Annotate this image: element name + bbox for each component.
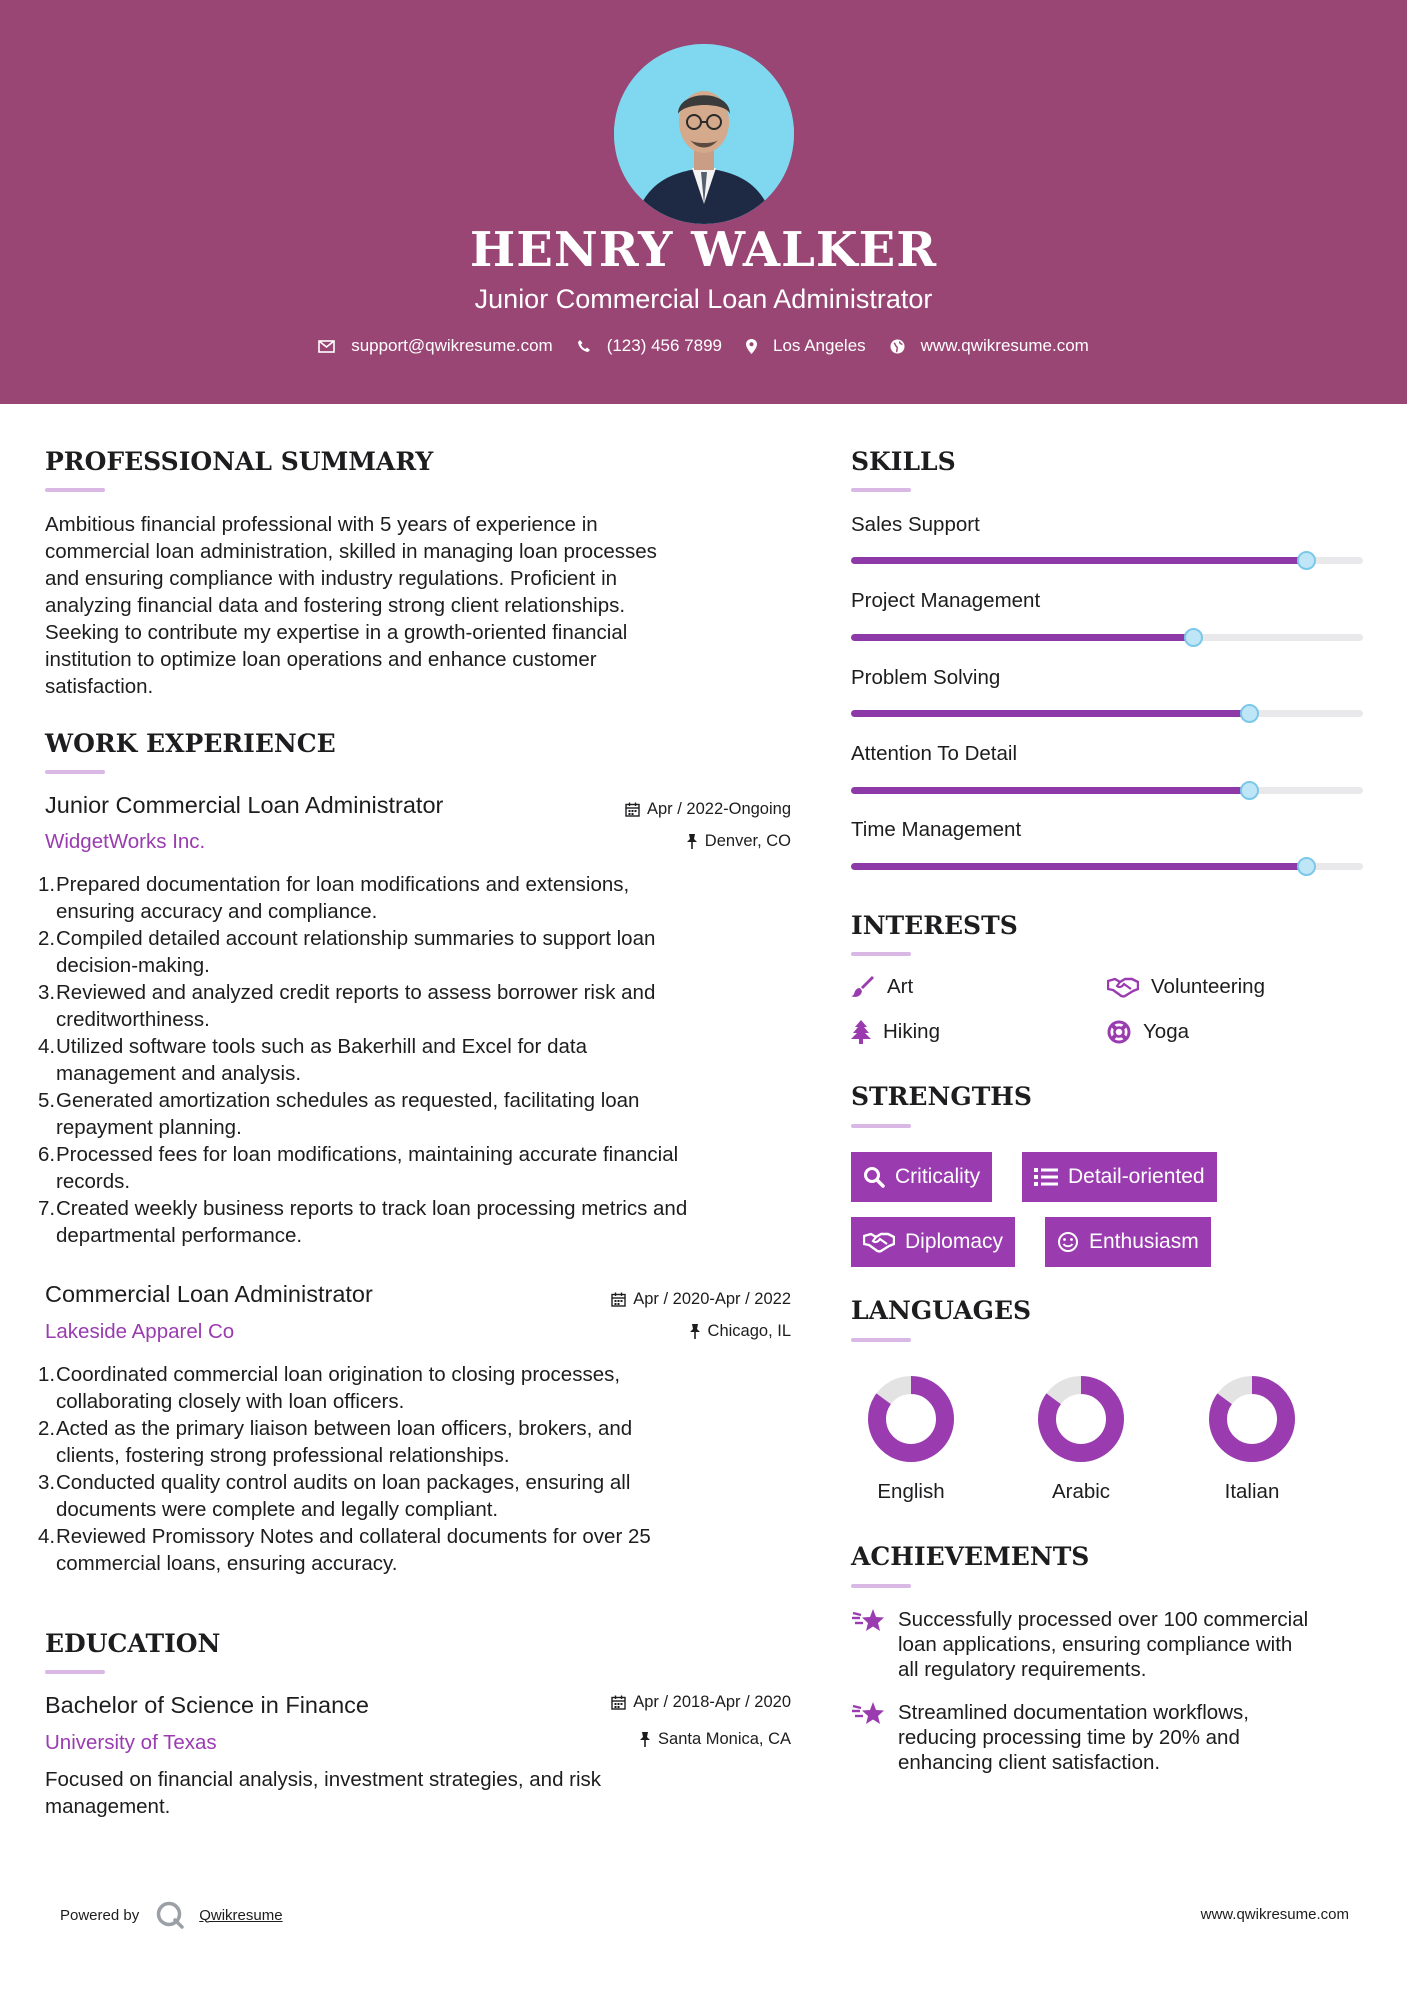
strengths-heading: STRENGTHS — [851, 1082, 1032, 1111]
footer-powered-by — [60, 1900, 283, 1930]
list-item — [38, 1033, 798, 1087]
skill-bar — [851, 710, 1363, 717]
envelope-icon — [318, 340, 335, 353]
interest-volunteering — [1107, 975, 1265, 999]
interest-art — [851, 975, 913, 999]
list-item — [38, 1415, 798, 1469]
achievement-line: all regulatory requirements. — [898, 1658, 1147, 1681]
summary-line: commercial loan administration, skilled in managing loan processes — [45, 540, 657, 563]
bullet-line: Reviewed Promissory Notes and collateral documents for over 25 — [56, 1525, 651, 1548]
dates-text: Apr / 2020-Apr / 2022 — [633, 1290, 791, 1308]
candidate-name: HENRY WALKER — [469, 222, 938, 278]
contact-phone[interactable] — [577, 336, 722, 356]
dates-text: Apr / 2018-Apr / 2020 — [633, 1693, 791, 1711]
strength-label: Diplomacy — [905, 1230, 1004, 1253]
bullet-number: 5. — [38, 1089, 56, 1112]
language-label: Italian — [1224, 1480, 1280, 1503]
interest-label: Art — [887, 975, 914, 998]
pushpin-icon — [689, 1324, 701, 1339]
bullet-number: 2. — [38, 1417, 56, 1440]
job-location — [560, 832, 791, 851]
achievement-line: Successfully processed over 100 commercial — [898, 1608, 1309, 1631]
strength-label: Detail-oriented — [1068, 1165, 1205, 1188]
strength-badge — [851, 1217, 1015, 1267]
language-label: English — [877, 1480, 945, 1503]
skill-fill — [851, 863, 1307, 870]
experience-underline — [45, 770, 105, 774]
job-bullets — [38, 1361, 798, 1577]
list-item — [38, 1141, 798, 1195]
summary-line: and ensuring compliance with industry regulations. Proficient in — [45, 567, 618, 590]
bullet-number: 1. — [38, 873, 56, 896]
contact-website[interactable] — [890, 336, 1089, 356]
skill-knob — [1240, 704, 1259, 723]
achievement-line: reducing processing time by 20% and — [898, 1726, 1240, 1749]
strength-badge — [1045, 1217, 1211, 1267]
description-line: Focused on financial analysis, investment strategies, and risk — [45, 1768, 602, 1791]
summary-text — [45, 511, 785, 700]
tree-icon — [851, 1020, 871, 1044]
list-item — [38, 1469, 798, 1523]
bullet-number: 6. — [38, 1143, 56, 1166]
job-dates — [560, 800, 791, 819]
skill-label: Attention To Detail — [851, 742, 1018, 765]
achievements-heading: ACHIEVEMENTS — [851, 1542, 1090, 1571]
bullet-number: 3. — [38, 1471, 56, 1494]
bullet-line: documents were complete and legally compliant. — [56, 1498, 499, 1521]
brand-link[interactable]: Qwikresume — [199, 1906, 283, 1924]
calendar-icon — [625, 802, 640, 817]
list-item — [38, 1195, 798, 1249]
bullet-line: clients, fostering strong professional relationships. — [56, 1444, 510, 1467]
summary-line: satisfaction. — [45, 675, 154, 698]
job-location — [560, 1322, 791, 1341]
list-icon — [1034, 1167, 1058, 1187]
interest-label: Yoga — [1143, 1020, 1189, 1043]
achievement-text — [898, 1700, 1249, 1775]
job-dates — [560, 1290, 791, 1309]
bullet-line: creditworthiness. — [56, 1008, 210, 1031]
skill-bar — [851, 557, 1363, 564]
school-name: University of Texas — [45, 1731, 217, 1754]
person-photo-icon — [614, 44, 794, 224]
globe-icon — [890, 339, 905, 354]
location-text: Los Angeles — [773, 336, 866, 355]
achievement-line: enhancing client satisfaction. — [898, 1751, 1161, 1774]
bullet-number: 7. — [38, 1197, 56, 1220]
calendar-icon — [611, 1292, 626, 1307]
paintbrush-icon — [851, 976, 875, 998]
skill-label: Time Management — [851, 818, 1022, 841]
resume-header — [0, 0, 1407, 404]
skill-knob — [1297, 551, 1316, 570]
interest-label: Hiking — [883, 1020, 940, 1043]
language-label: Arabic — [1051, 1480, 1111, 1503]
bullet-line: repayment planning. — [56, 1116, 242, 1139]
degree-title: Bachelor of Science in Finance — [45, 1692, 369, 1718]
skill-label: Problem Solving — [851, 666, 1001, 689]
education-underline — [45, 1670, 105, 1674]
phone-text: (123) 456 7899 — [606, 336, 723, 355]
summary-line: Seeking to contribute my expertise in a growth-oriented financial — [45, 621, 628, 644]
bullet-line: Created weekly business reports to track loan processing metrics and — [56, 1197, 688, 1220]
bullet-line: Acted as the primary liaison between loan officers, brokers, and — [56, 1417, 633, 1440]
bullet-number: 1. — [38, 1363, 56, 1386]
map-pin-icon — [746, 339, 757, 354]
list-item — [38, 925, 798, 979]
strength-label: Criticality — [895, 1165, 981, 1188]
skill-label: Sales Support — [851, 513, 980, 536]
achievement-item — [851, 1607, 1371, 1682]
summary-line: institution to optimize loan operations and enhance customer — [45, 648, 597, 671]
language-donut — [868, 1376, 954, 1462]
achievement-line: Streamlined documentation workflows, — [898, 1701, 1249, 1724]
language-donut — [1038, 1376, 1124, 1462]
contact-email[interactable] — [318, 336, 553, 356]
interests-underline — [851, 952, 911, 956]
strength-label: Enthusiasm — [1089, 1230, 1199, 1253]
profile-photo — [614, 44, 794, 224]
skills-underline — [851, 488, 911, 492]
lifering-icon — [1107, 1020, 1131, 1044]
languages-underline — [851, 1338, 911, 1342]
bullet-line: Coordinated commercial loan origination to closing processes, — [56, 1363, 621, 1386]
handshake-icon — [863, 1231, 895, 1253]
bullet-number: 2. — [38, 927, 56, 950]
education-description — [45, 1766, 785, 1820]
experience-heading: WORK EXPERIENCE — [45, 729, 336, 758]
contact-bar — [0, 336, 1407, 356]
bullet-line: commercial loans, ensuring accuracy. — [56, 1552, 398, 1575]
powered-by-text: Powered by — [60, 1906, 140, 1924]
list-item — [38, 979, 798, 1033]
qwikresume-logo-icon — [155, 1900, 185, 1930]
location-text: Denver, CO — [704, 832, 791, 850]
list-item — [38, 1361, 798, 1415]
contact-location — [746, 336, 866, 356]
company-name: Lakeside Apparel Co — [45, 1320, 235, 1343]
handshake-icon — [1107, 976, 1139, 998]
achievement-item — [851, 1700, 1371, 1775]
skill-fill — [851, 710, 1250, 717]
bullet-line: Compiled detailed account relationship summaries to support loan — [56, 927, 656, 950]
bullet-line: management and analysis. — [56, 1062, 302, 1085]
strength-badge — [1022, 1152, 1217, 1202]
bullet-line: decision-making. — [56, 954, 210, 977]
description-line: management. — [45, 1795, 171, 1818]
strengths-underline — [851, 1124, 911, 1128]
bullet-number: 4. — [38, 1035, 56, 1058]
list-item — [38, 871, 798, 925]
interest-label: Volunteering — [1151, 975, 1265, 998]
summary-line: Ambitious financial professional with 5 years of experience in — [45, 513, 598, 536]
skill-knob — [1240, 781, 1259, 800]
summary-underline — [45, 488, 105, 492]
bullet-line: Utilized software tools such as Bakerhill and Excel for data — [56, 1035, 587, 1058]
achievements-underline — [851, 1584, 911, 1588]
job-title: Commercial Loan Administrator — [45, 1281, 373, 1307]
pushpin-icon — [639, 1732, 651, 1747]
job-bullets — [38, 871, 798, 1249]
education-location — [560, 1730, 791, 1749]
footer-website[interactable]: www.qwikresume.com — [1200, 1906, 1349, 1923]
skill-fill — [851, 634, 1194, 641]
location-text: Chicago, IL — [707, 1322, 791, 1340]
bullet-line: records. — [56, 1170, 131, 1193]
email-text: support@qwikresume.com — [351, 336, 553, 355]
skill-fill — [851, 557, 1307, 564]
bullet-line: ensuring accuracy and compliance. — [56, 900, 378, 923]
website-text: www.qwikresume.com — [920, 336, 1089, 355]
summary-line: analyzing financial data and fostering strong client relationships. — [45, 594, 626, 617]
bullet-line: Prepared documentation for loan modifications and extensions, — [56, 873, 630, 896]
bullet-number: 3. — [38, 981, 56, 1004]
skills-heading: SKILLS — [851, 447, 956, 476]
search-icon — [863, 1166, 885, 1188]
skill-fill — [851, 787, 1250, 794]
calendar-icon — [611, 1695, 626, 1710]
skill-label: Project Management — [851, 589, 1041, 612]
strength-badge — [851, 1152, 992, 1202]
job-title: Junior Commercial Loan Administrator — [45, 792, 444, 818]
shooting-star-icon — [851, 1608, 885, 1634]
language-donut — [1209, 1376, 1295, 1462]
location-text: Santa Monica, CA — [658, 1730, 791, 1748]
bullet-line: Reviewed and analyzed credit reports to assess borrower risk and — [56, 981, 656, 1004]
smile-icon — [1057, 1231, 1079, 1253]
list-item — [38, 1523, 798, 1577]
achievement-line: loan applications, ensuring compliance with — [898, 1633, 1293, 1656]
skill-bar — [851, 787, 1363, 794]
interest-hiking — [851, 1020, 940, 1044]
pushpin-icon — [686, 834, 698, 849]
skill-knob — [1297, 857, 1316, 876]
bullet-line: departmental performance. — [56, 1224, 303, 1247]
phone-icon — [577, 339, 591, 353]
summary-heading: PROFESSIONAL SUMMARY — [45, 447, 434, 476]
shooting-star-icon — [851, 1701, 885, 1727]
bullet-line: collaborating closely with loan officers. — [56, 1390, 405, 1413]
interests-heading: INTERESTS — [851, 911, 1018, 940]
skill-knob — [1184, 628, 1203, 647]
languages-heading: LANGUAGES — [851, 1296, 1032, 1325]
interest-yoga — [1107, 1020, 1189, 1044]
candidate-title: Junior Commercial Loan Administrator — [474, 284, 933, 314]
education-dates — [560, 1693, 791, 1712]
skill-bar — [851, 634, 1363, 641]
bullet-line: Conducted quality control audits on loan packages, ensuring all — [56, 1471, 631, 1494]
dates-text: Apr / 2022-Ongoing — [646, 800, 791, 818]
skill-bar — [851, 863, 1363, 870]
company-name: WidgetWorks Inc. — [45, 830, 206, 853]
education-heading: EDUCATION — [45, 1629, 221, 1658]
achievement-text — [898, 1607, 1308, 1682]
list-item — [38, 1087, 798, 1141]
bullet-line: Processed fees for loan modifications, maintaining accurate financial — [56, 1143, 679, 1166]
bullet-number: 4. — [38, 1525, 56, 1548]
bullet-line: Generated amortization schedules as requested, facilitating loan — [56, 1089, 640, 1112]
